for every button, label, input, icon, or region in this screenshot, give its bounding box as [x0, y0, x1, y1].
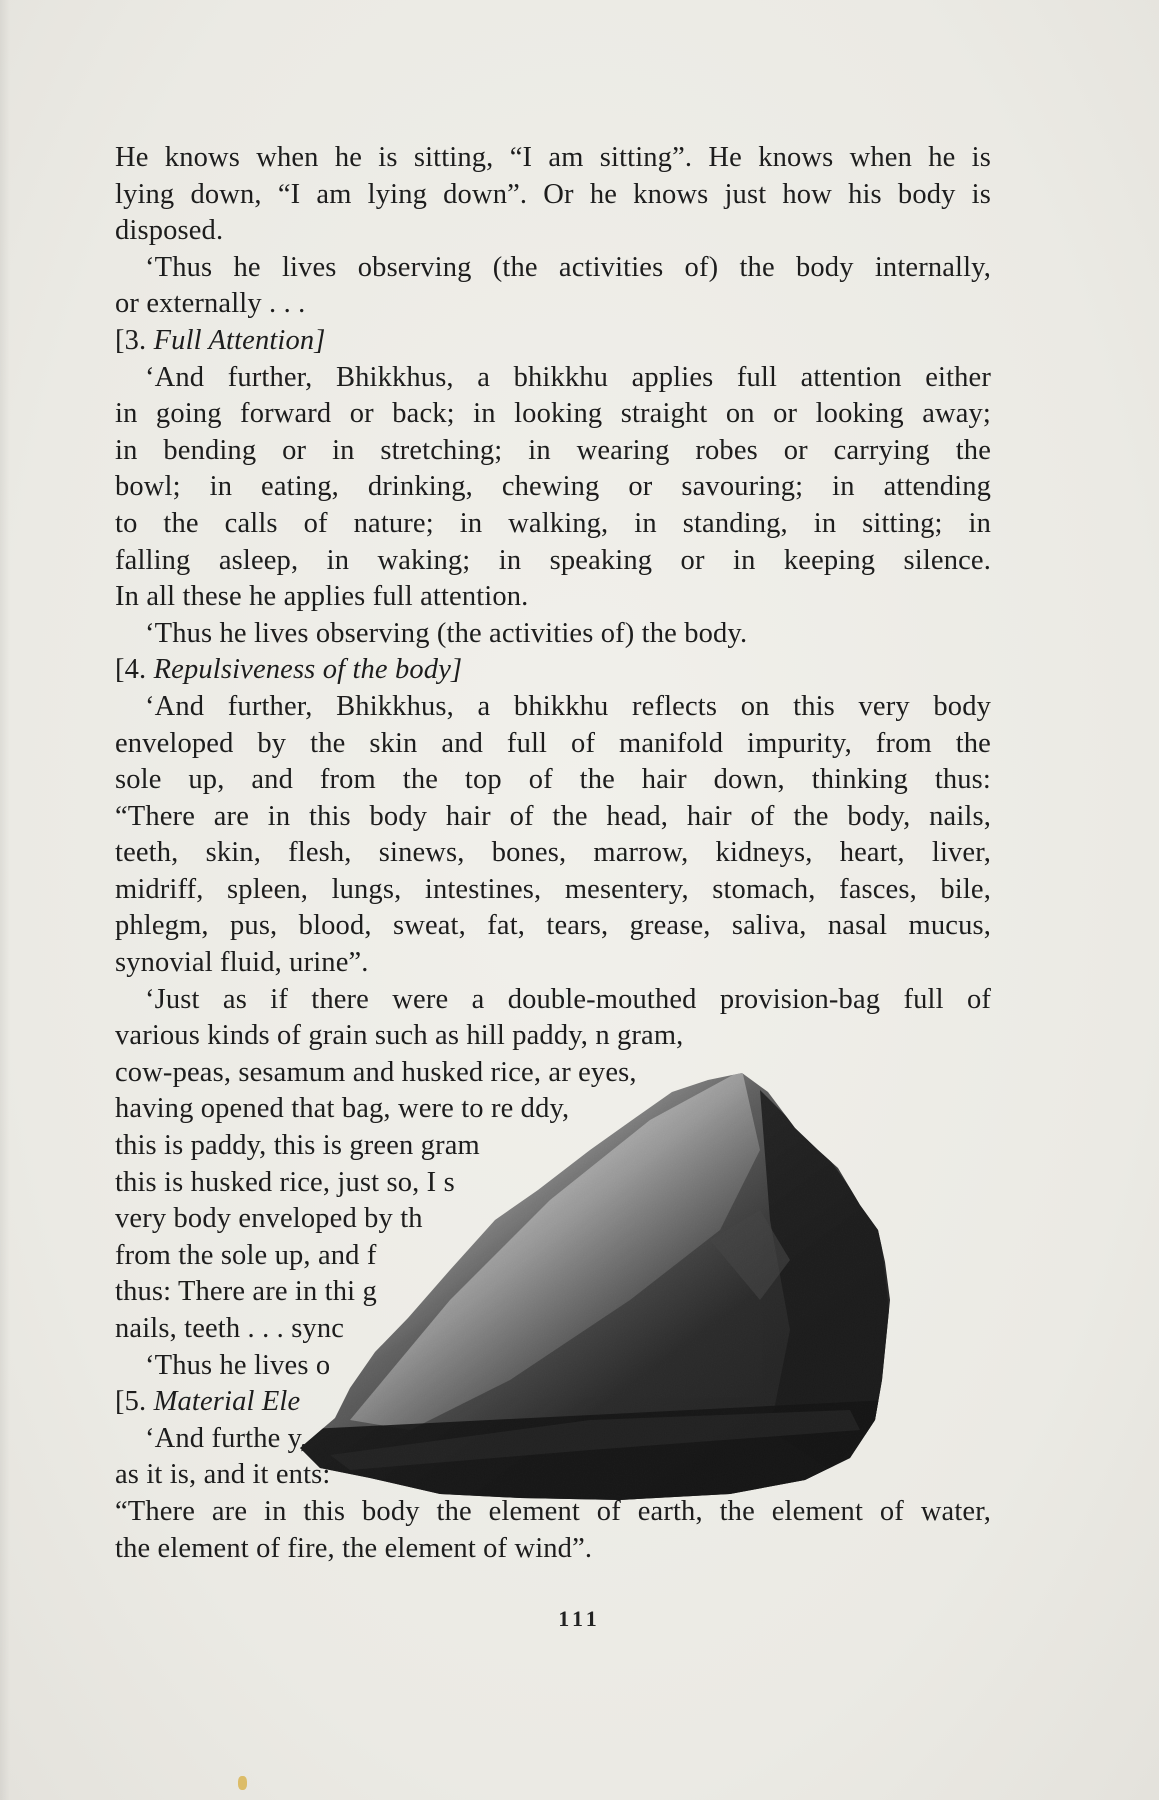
section-heading-title: Material Ele — [153, 1386, 301, 1418]
text-line: in going forward or back; in looking straight on or looking away; — [115, 398, 991, 430]
text-line: phlegm, pus, blood, sweat, fat, tears, grease, saliva, nasal mucus, — [115, 910, 991, 942]
text-line: midriff, spleen, lungs, intestines, mesentery, stomach, fasces, bile, — [115, 873, 991, 905]
text-line: ‘And furthe y, — [145, 1422, 308, 1454]
text-line: to the calls of nature; in walking, in standing, in sitting; in — [115, 507, 991, 539]
text-line: from the sole up, and f — [115, 1239, 377, 1271]
text-line: He knows when he is sitting, “I am sitting”. He knows when he is — [115, 142, 991, 173]
text-line: thus: There are in thi g — [115, 1276, 377, 1308]
paper-stain — [238, 1776, 247, 1790]
text-line: In all these he applies full attention. — [115, 581, 529, 613]
text-line: very body enveloped by th — [115, 1203, 423, 1235]
text-line: this is husked rice, just so, I s — [115, 1166, 455, 1198]
text-line: ‘Just as if there were a double-mouthed provision-bag full of — [145, 983, 991, 1015]
text-line: ‘Thus he lives o — [145, 1349, 331, 1381]
text-line: sole up, and from the top of the hair down, thinking thus: — [115, 764, 991, 796]
text-line: having opened that bag, were to re ddy, — [115, 1093, 570, 1125]
section-heading-4 — [115, 652, 991, 689]
text-line: ‘And further, Bhikkhus, a bhikkhu reflects on this very body — [145, 690, 991, 722]
text-line: cow-peas, sesamum and husked rice, ar eyes, — [115, 1056, 637, 1088]
text-line: in bending or in stretching; in wearing robes or carrying the — [115, 434, 991, 466]
text-line: falling asleep, in waking; in speaking or in keeping silence. — [115, 544, 991, 576]
section-heading-3 — [115, 323, 991, 360]
section-heading-title: Full Attention] — [153, 324, 326, 356]
page-number: 111 — [558, 1606, 601, 1631]
text-line: ‘Thus he lives observing (the activities of) the body internally, — [145, 251, 991, 283]
text-line: the element of fire, the element of wind”. — [115, 1532, 593, 1564]
text-line: ‘Thus he lives observing (the activities of) the body. — [145, 617, 748, 649]
text-line: as it is, and it ents: — [115, 1459, 331, 1491]
text-line: synovial fluid, urine”. — [115, 947, 369, 979]
text-line: nails, teeth . . . sync — [115, 1313, 345, 1344]
text-line: or externally . . . — [115, 288, 306, 320]
text-line: ‘And further, Bhikkhus, a bhikkhu applies full attention either — [145, 361, 991, 393]
text-line: enveloped by the skin and full of manifold impurity, from the — [115, 727, 991, 759]
text-line: teeth, skin, flesh, sinews, bones, marrow, kidneys, heart, liver, — [115, 837, 991, 869]
section-heading-number: [4. — [115, 654, 147, 686]
text-line: this is paddy, this is green gram — [115, 1130, 480, 1162]
text-line: disposed. — [115, 215, 224, 247]
text-line: various kinds of grain such as hill paddy, n gram, — [115, 1020, 684, 1052]
text-line: “There are in this body hair of the head, hair of the body, nails, — [115, 800, 991, 832]
section-heading-number: [3. — [115, 324, 147, 356]
text-line: lying down, “I am lying down”. Or he knows just how his body is — [115, 178, 991, 210]
paper-edge-shadow — [0, 0, 10, 1800]
stone-collage-image — [290, 1000, 990, 1510]
text-line: “There are in this body the element of earth, the element of water, — [115, 1495, 991, 1527]
section-heading-number: [5. — [115, 1386, 147, 1418]
text-line: bowl; in eating, drinking, chewing or savouring; in attending — [115, 471, 991, 503]
section-heading-title: Repulsiveness of the body] — [153, 654, 463, 686]
